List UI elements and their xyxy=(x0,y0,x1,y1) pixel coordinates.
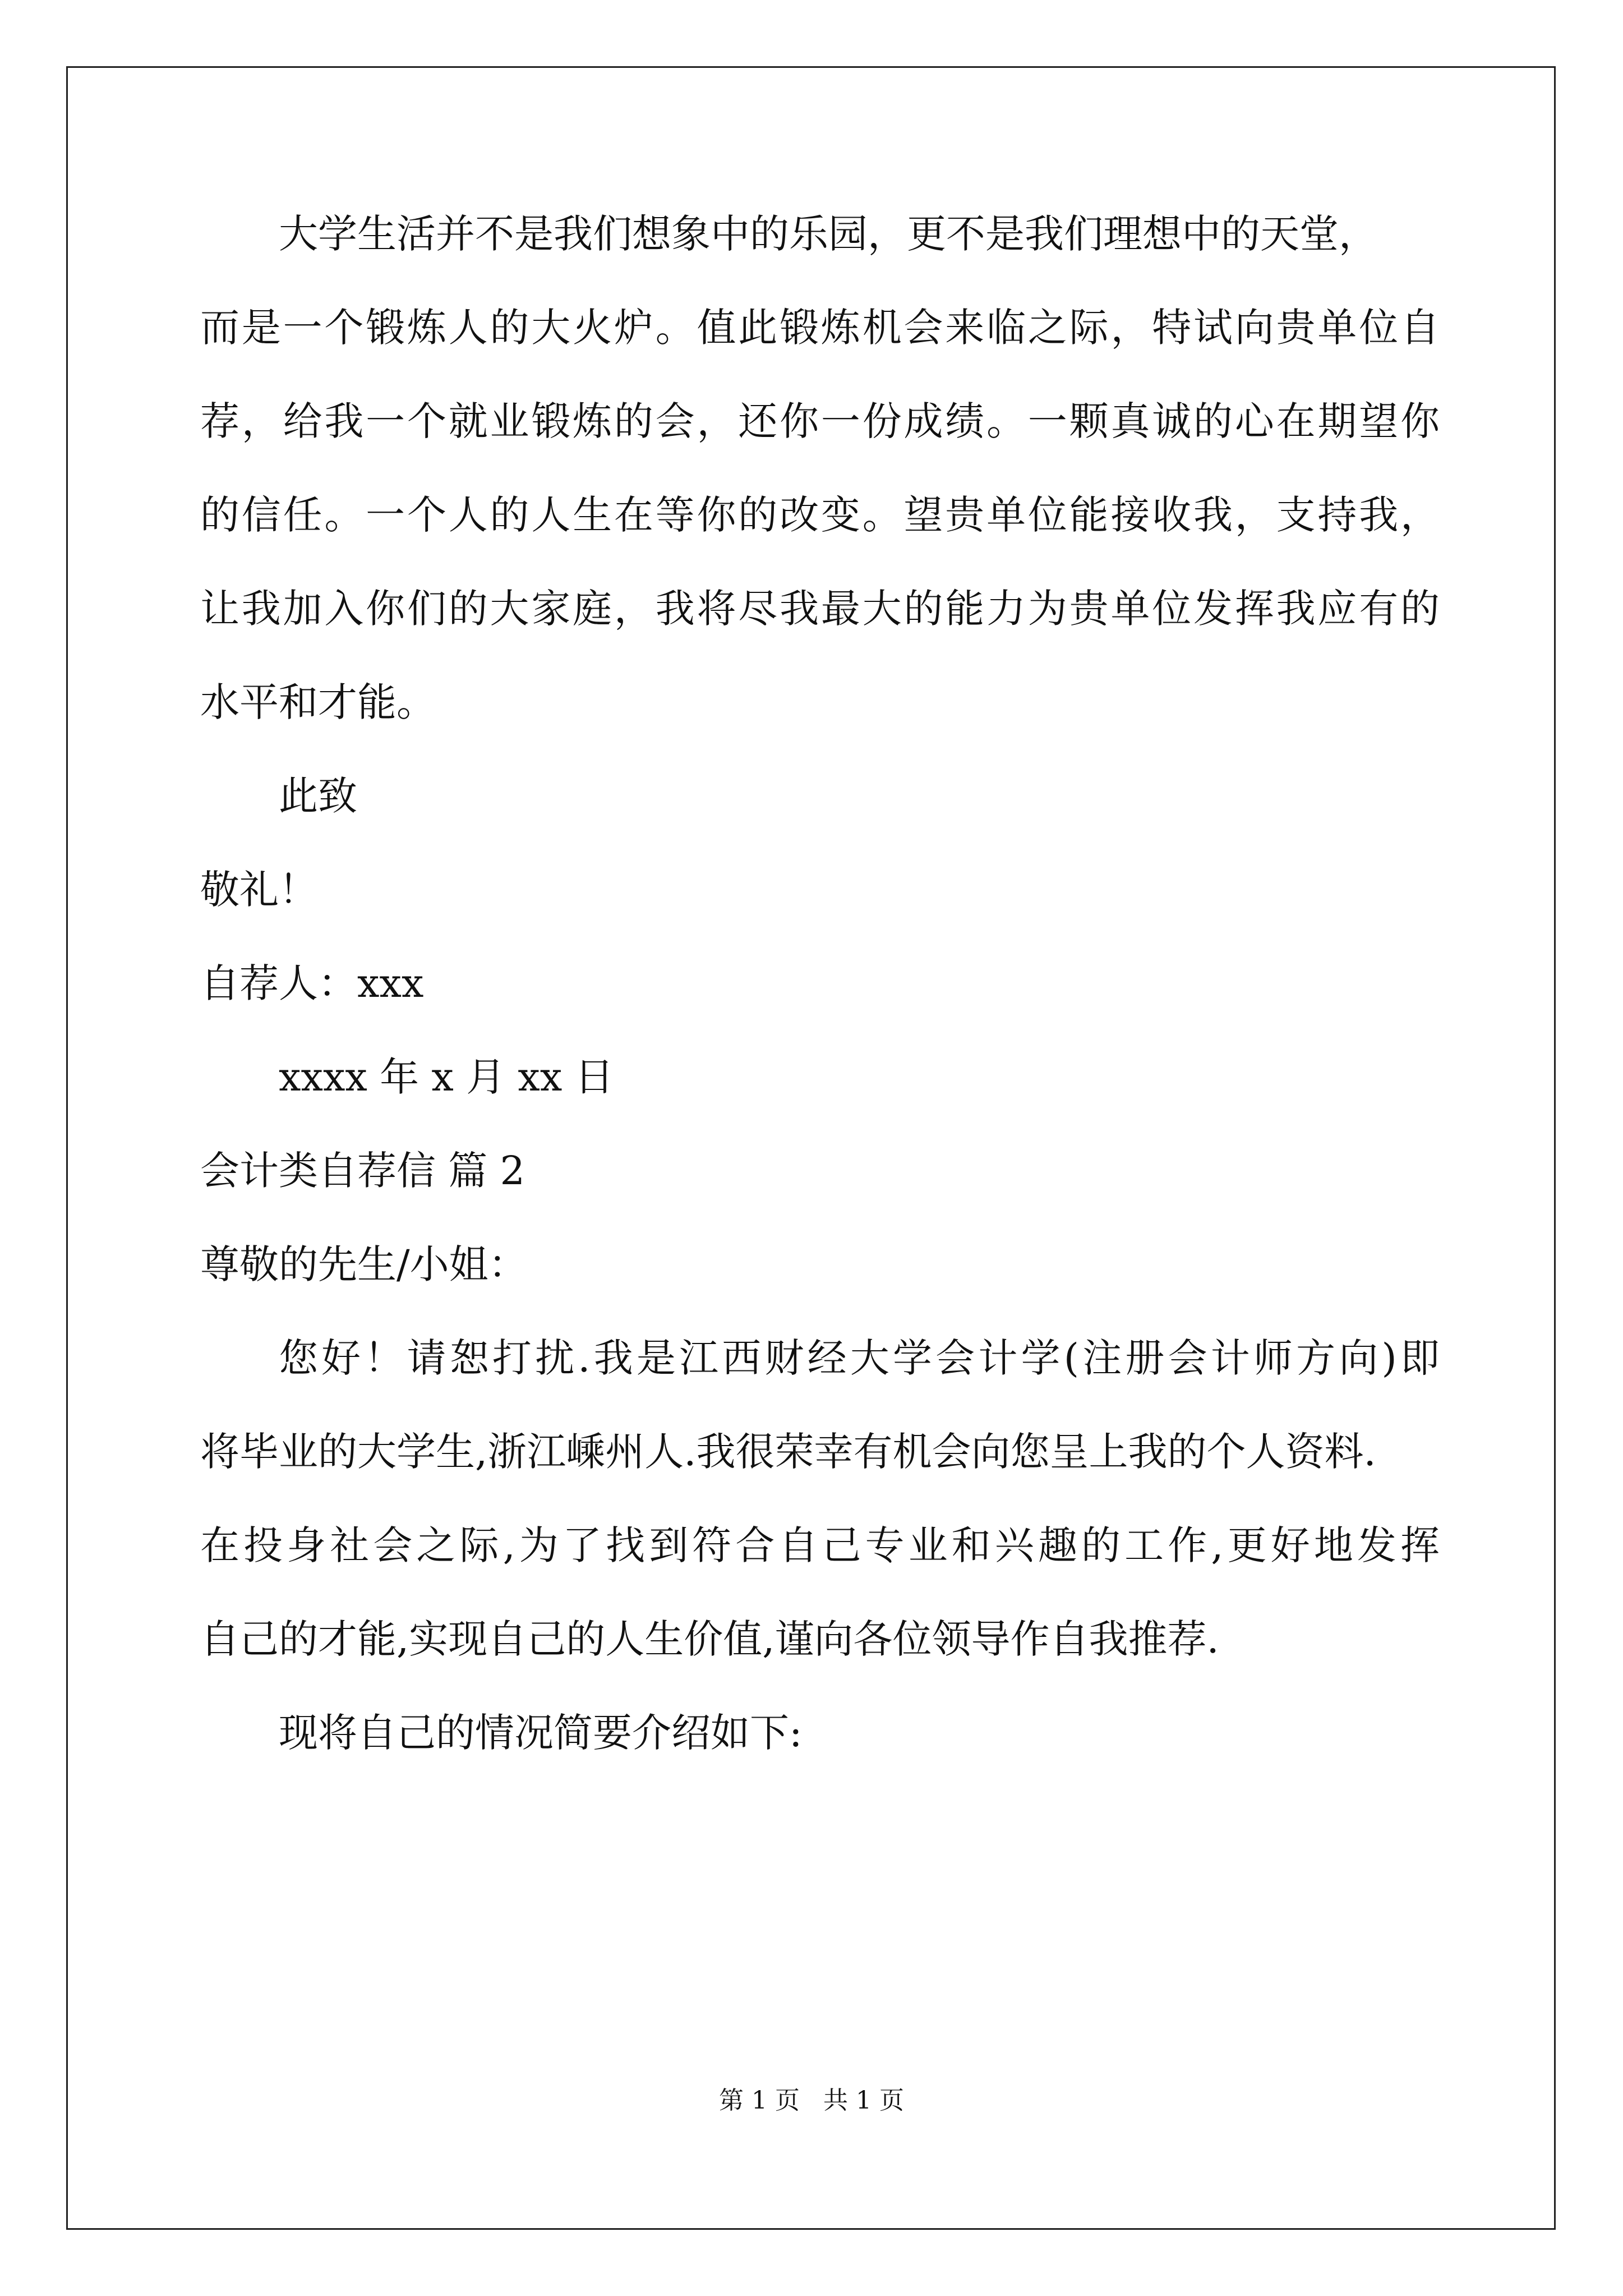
text-line: 荐，给我一个就业锻炼的会，还你一份成绩。一颗真诚的心在期望你 xyxy=(200,398,1440,444)
document-body xyxy=(200,199,1440,1792)
text-line: 的信任。一个人的人生在等你的改变。望贵单位能接收我，支持我， xyxy=(200,492,1440,538)
closing-salutation: 此致 xyxy=(279,773,357,819)
text-line: 将毕业的大学生,浙江嵊州人.我很荣幸有机会向您呈上我的个人资料. xyxy=(200,1429,1376,1475)
text-line: 水平和才能。 xyxy=(200,679,436,725)
date-line: xxxx 年 x 月 xx 日 xyxy=(279,1054,614,1100)
text-line: 大学生活并不是我们想象中的乐园，更不是我们理想中的天堂， xyxy=(279,211,1378,257)
text-line: 自己的才能,实现自己的人生价值,谨向各位领导作自我推荐. xyxy=(200,1616,1219,1662)
closing-regards: 敬礼！ xyxy=(200,867,318,913)
section-heading: 会计类自荐信 篇 2 xyxy=(200,1148,525,1194)
text-line: 而是一个锻炼人的大火炉。值此锻炼机会来临之际，特试向贵单位自 xyxy=(200,305,1440,351)
text-line: 现将自己的情况简要介绍如下: xyxy=(279,1710,803,1756)
greeting-line: 尊敬的先生/小姐： xyxy=(200,1241,528,1287)
text-line: 让我加入你们的大家庭，我将尽我最大的能力为贵单位发挥我应有的 xyxy=(200,586,1440,632)
text-line: 在投身社会之际,为了找到符合自己专业和兴趣的工作,更好地发挥 xyxy=(200,1522,1440,1568)
page-footer: 第 1 页 共 1 页 xyxy=(719,2086,904,2115)
text-line: 您好！请恕打扰.我是江西财经大学会计学(注册会计师方向)即 xyxy=(279,1335,1440,1381)
signature-line: 自荐人：xxx xyxy=(200,960,424,1006)
